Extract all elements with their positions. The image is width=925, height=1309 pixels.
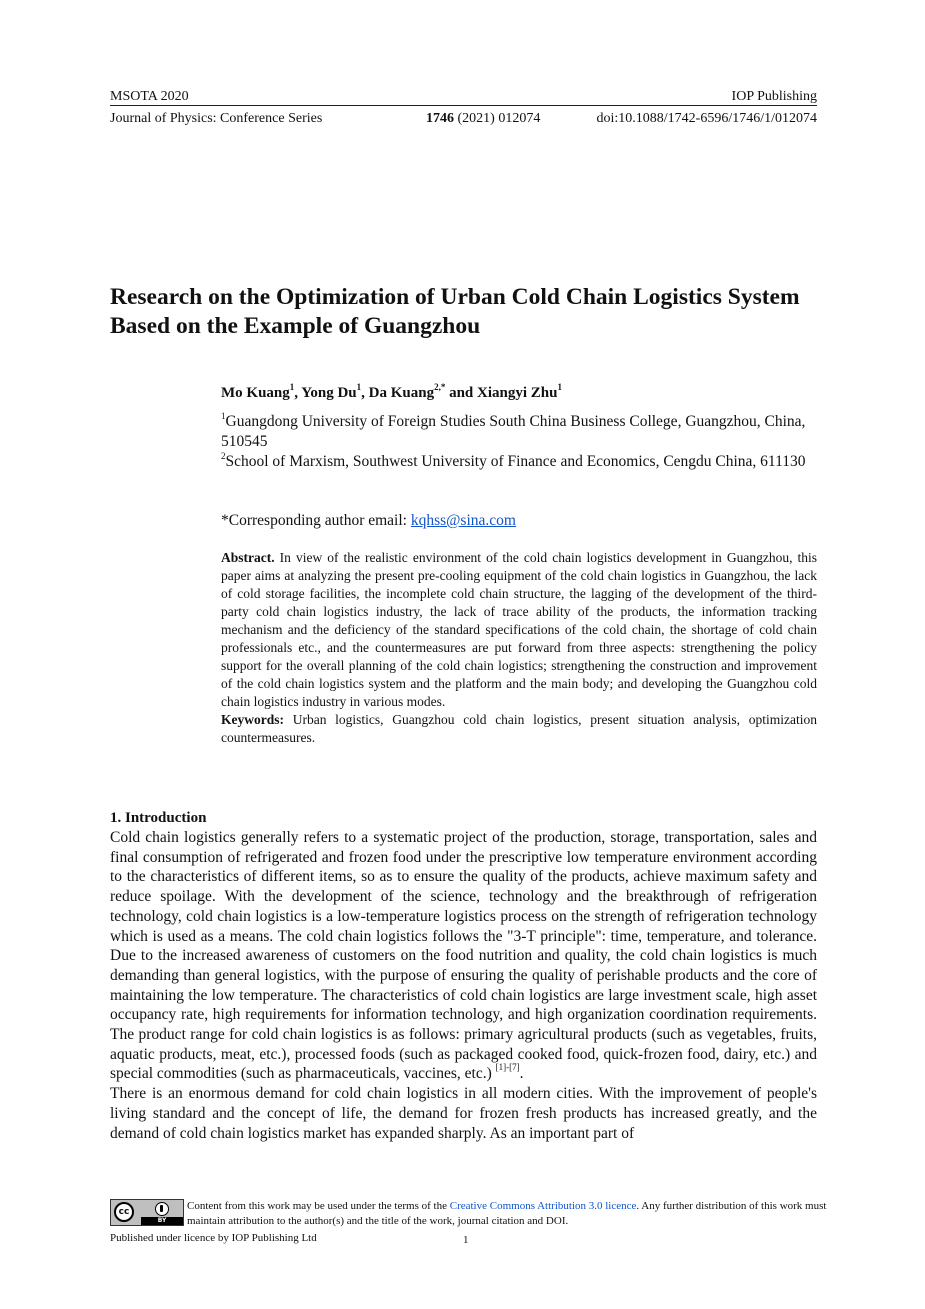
affiliation-text: Guangdong University of Foreign Studies South China Business College, Guangzhou, China, 510545 bbox=[221, 413, 806, 450]
author-name: , Yong Du bbox=[294, 385, 357, 401]
abstract-paragraph bbox=[221, 549, 817, 711]
keywords-label: Keywords: bbox=[221, 712, 284, 727]
conference-name: MSOTA 2020 bbox=[110, 89, 189, 104]
license-text-post: . Any further distribution of this work must maintain attribution to the author(s) and the title of the work, journal citation and DOI. bbox=[187, 1200, 827, 1227]
abstract-label: Abstract. bbox=[221, 550, 275, 565]
paragraph-text: Cold chain logistics generally refers to a systematic project of the production, storage, transportation, sales and final consumption of refrigerated and frozen food under the prescriptive low temperature environment according to the characteristics of different items, so as to ensure the quality of the products, achieve maximum safety and reduce spoilage. With the development of the science, technology and the breakthrough of refrigeration technology, cold chain logistics is a low-temperature logistics process on the strength of refrigeration technology which is used as a means. The cold chain logistics follows the "3-T principle": time, temperature, and tolerance. Due to the increased awareness of customers on the food nutrition and quality, the cold chain logistics is much demanding than general logistics, with the purpose of ensuring the quality of perishable products and the core of maintaining the low temperature. The characteristics of cold chain logistics are large investment scale, high asset occupancy rate, high requirements for information technology, and high organization coordination requirements. The product range for cold chain logistics is as follows: primary agricultural products (such as vegetables, fruits, aquatic products, meat, etc.), processed foods (such as packaged cooked food, quick-frozen food, dairy, etc.) and special commodities (such as pharmaceuticals, vaccines, etc.) bbox=[110, 829, 817, 1083]
affiliation-mark: 2 bbox=[221, 450, 226, 461]
body-paragraph bbox=[110, 828, 817, 1084]
author-name: , Da Kuang bbox=[361, 385, 435, 401]
header-rule bbox=[110, 105, 817, 106]
affiliation-mark: 1 bbox=[221, 410, 226, 421]
journal-year-article: (2021) 012074 bbox=[457, 111, 541, 126]
publisher-name: IOP Publishing bbox=[731, 89, 817, 104]
affiliation-text: School of Marxism, Southwest University of Finance and Economics, Cengdu China, 611130 bbox=[225, 453, 806, 470]
author-affiliation-mark: 2,* bbox=[434, 382, 446, 392]
author-name: Mo Kuang bbox=[221, 385, 290, 401]
keywords-paragraph bbox=[221, 711, 817, 747]
section-heading: 1. Introduction bbox=[110, 810, 207, 826]
corresponding-author bbox=[221, 511, 821, 531]
author-affiliation-mark: 1 bbox=[557, 382, 562, 392]
attribution-person-icon bbox=[155, 1202, 169, 1216]
abstract bbox=[221, 549, 817, 747]
doi: doi:10.1088/1742-6596/1746/1/012074 bbox=[596, 111, 817, 126]
author-affiliation-mark: 1 bbox=[356, 382, 362, 392]
keywords-text: Urban logistics, Guangzhou cold chain logistics, present situation analysis, optimization countermeasures. bbox=[221, 712, 817, 745]
paper-title: Research on the Optimization of Urban Cold Chain Logistics System Based on the Example of Guangzhou bbox=[110, 284, 800, 339]
by-label: BY bbox=[141, 1217, 183, 1225]
citation-reference[interactable]: [1]-[7] bbox=[495, 1062, 520, 1073]
corresponding-email-link[interactable]: kqhss@sina.com bbox=[410, 512, 516, 529]
section-body bbox=[110, 828, 817, 1143]
body-paragraph: There is an enormous demand for cold chain logistics in all modern cities. With the improvement of people's living standard and the concept of life, the demand for frozen fresh products has increased greatly, and the demand of cold chain logistics market has expanded sharply. As an important part of bbox=[110, 1085, 817, 1142]
page-number: 1 bbox=[463, 1234, 469, 1246]
abstract-text: In view of the realistic environment of the cold chain logistics development in Guangzhou, this paper aims at analyzing the present pre-cooling equipment of the cold chain logistics in Guangzhou, the lack of cold storage facilities, the incomplete cold chain structure, the lagging of the development of the third-party cold chain logistics industry, the lack of trace ability of the products, the information tracking mechanism and the deficiency of the standard specifications of the cold chain, the shortage of cold chain professionals etc., and the countermeasures are put forward from three aspects: strengthening the policy support for the overall planning of the cold chain logistics; strengthening the construction and improvement of the cold chain logistics system and the platform and the main body; and developing the Guangzhou cold chain logistics industry in various modes. bbox=[221, 550, 817, 709]
license-notice bbox=[187, 1199, 827, 1229]
author-name: and Xiangyi Zhu bbox=[445, 385, 558, 401]
publisher-licence-line: Published under licence by IOP Publishing Ltd bbox=[110, 1232, 317, 1244]
affiliation-2 bbox=[221, 452, 821, 472]
journal-citation bbox=[426, 111, 540, 127]
author-affiliation-mark: 1 bbox=[289, 382, 295, 392]
cc-by-license-badge[interactable] bbox=[110, 1199, 184, 1226]
journal-volume: 1746 bbox=[426, 111, 454, 126]
corresponding-label: *Corresponding author email: bbox=[221, 512, 411, 529]
license-link[interactable]: Creative Commons Attribution 3.0 licence bbox=[449, 1200, 637, 1212]
affiliation-1 bbox=[221, 412, 821, 452]
creative-commons-icon: cc bbox=[114, 1202, 134, 1222]
paragraph-end: . bbox=[519, 1065, 524, 1083]
author-list bbox=[221, 383, 821, 403]
journal-name: Journal of Physics: Conference Series bbox=[110, 111, 323, 126]
license-text-pre: Content from this work may be used under the terms of the bbox=[187, 1200, 447, 1212]
